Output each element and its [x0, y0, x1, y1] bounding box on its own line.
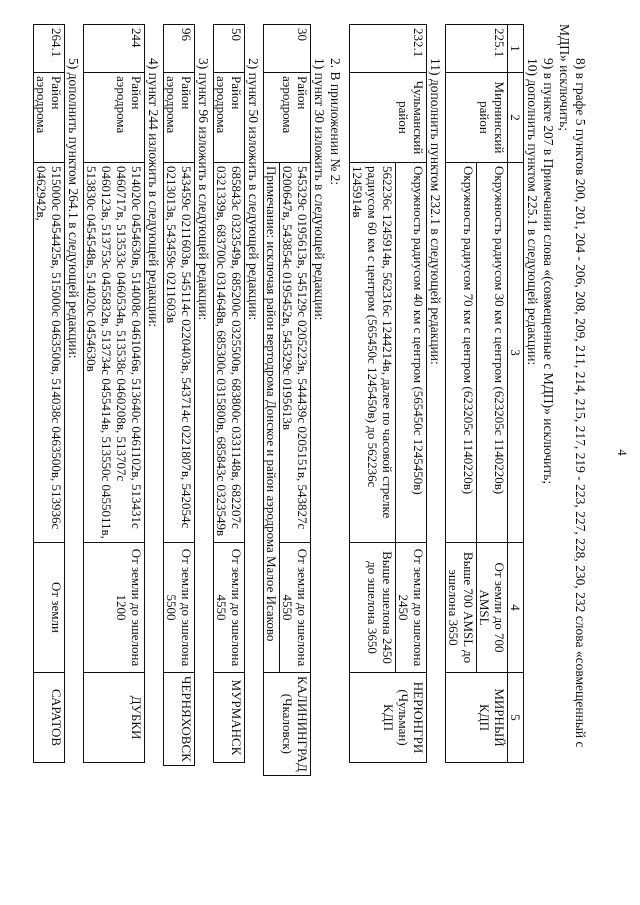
airport-name: САРАТОВ [34, 673, 65, 763]
para-10: 10) дополнить пунктом 225.1 в следующей редакции: [525, 58, 540, 366]
zone-name: Мирнинский район [446, 73, 508, 163]
zone-name: Чульманский район [350, 73, 427, 163]
boundary-text: 545329с 0195613в, 545129с 0205223в, 544439с 0205151в, 543827с 0200647в, 543854с 0195452в, 545329с 0195613в [280, 163, 311, 543]
col-4-header: 4 [508, 543, 524, 673]
table-232-1 [349, 24, 427, 763]
altitude-limits: От земли до эшелона 4550 [214, 543, 245, 673]
note-text: Примечание: исключая район вертодрома Донское и район аэродрома Малое Исаково [264, 163, 280, 673]
boundary-text: Окружность радиусом 40 км с центром (565450с 1245450в) [396, 163, 427, 543]
table-96 [163, 24, 195, 766]
boundary-text: Окружность радиусом 30 км с центром (623205с 1140220в) [477, 163, 508, 543]
subitem-4: 4) пункт 244 изложить в следующей редакции: [146, 58, 161, 328]
altitude-limits: От земли до 700 AMSL [477, 543, 508, 673]
subitem-3: 3) пункт 96 изложить в следующей редакции: [196, 58, 211, 321]
boundary-text: 514020с 0454630в, 514008с 0461046в, 513640с 0461102в, 513431с 0460717в, 513533с 0460534в, 513538с 0460208в, 513707с 0460123в, 513753с 0455832в, 513734с 0455414в, 513550с 0455011в, 513830с 0454548в, 514020с 0454630в [84, 163, 145, 543]
table-row [280, 25, 311, 776]
para-8-cont: МДП» исключить; [557, 24, 572, 131]
table-row [396, 25, 427, 763]
row-number: 232.1 [350, 25, 427, 73]
row-number: 50 [214, 25, 245, 73]
altitude-limits: Выше эшелона 2450 до эшелона 3650 [350, 543, 396, 673]
subitem-1: 1) пункт 30 изложить в следующей редакции: [312, 58, 327, 321]
para-11: 11) дополнить пунктом 232.1 в следующей редакции: [428, 58, 443, 365]
col-2-header: 2 [508, 73, 524, 163]
col-1-header: 1 [508, 25, 524, 73]
altitude-limits: От земли до эшелона 4550 [280, 543, 311, 673]
col-5-header: 5 [508, 673, 524, 763]
document-body [33, 24, 588, 864]
table-row [34, 25, 65, 763]
para-9: 9) в пункте 207 в Примечании слова «(совмещенные с МДП)» исключить; [541, 58, 556, 485]
section-2-heading: 2. В приложении № 2: [328, 58, 343, 186]
table-225-1 [445, 24, 524, 763]
zone-name: Район аэродрома [164, 73, 195, 163]
table-header-row [508, 25, 524, 763]
zone-name: Район аэродрома [214, 73, 245, 163]
table-row [214, 25, 245, 763]
boundary-text: 562236с 1245914в, 562316с 1244214в, далее по часовой стрелке радиусом 60 км с центром (565450с 1245450в) до 562236с 1245914в [350, 163, 396, 543]
boundary-text: 543459с 0211603в, 545114с 0220403в, 543714с 0221807в, 542054с 0213013в, 543459с 0211603в [164, 163, 195, 543]
table-row [164, 25, 195, 766]
table-244 [83, 24, 145, 763]
airport-name: КАЛИНИНГРАД (Чкаловск) [264, 673, 311, 776]
boundary-text: 515000с 0454425в, 515000с 0463500в, 514038с 0463500в, 513936с 0462942в, [34, 163, 65, 543]
row-number: 264.1 [34, 25, 65, 73]
airport-name: МУРМАНСК [214, 673, 245, 763]
row-number: 244 [84, 25, 145, 73]
row-number: 30 [264, 25, 311, 73]
para-8: 8) в графе 5 пунктов 200, 201, 204 - 206, 208, 209, 211, 214, 215, 217, 219 - 223, 227, 228, 230, 232 слова «совмещенный с [573, 58, 588, 748]
airport-name: МИРНЫЙ КДП [446, 673, 508, 763]
altitude-limits: От земли до эшелона 2450 [396, 543, 427, 673]
table-264-1 [33, 24, 65, 763]
subitem-2: 2) пункт 50 изложить в следующей редакции: [246, 58, 261, 321]
zone-name: Район аэродрома [84, 73, 145, 163]
row-number: 96 [164, 25, 195, 73]
subitem-5: 5) дополнить пунктом 264.1 в следующей редакции: [66, 58, 81, 359]
altitude-limits: От земли [34, 543, 65, 673]
table-row [477, 25, 508, 763]
altitude-limits: От земли до эшелона 5500 [164, 543, 195, 673]
airport-name: НЕРЮНГРИ (Чульман) КДП [350, 673, 427, 763]
boundary-text: 685843с 0323549в, 685200с 0325500в, 683800с 0331148в, 682207с 0321339в, 683700с 0314648в, 685300с 0315800в, 685843с 0323549в [214, 163, 245, 543]
col-3-header: 3 [508, 163, 524, 543]
zone-name: Район аэродрома [264, 73, 311, 163]
table-30 [263, 24, 311, 776]
altitude-limits: От земли до эшелона 1200 [84, 543, 145, 673]
airport-name: ДУБКИ [84, 673, 145, 763]
row-number: 225.1 [446, 25, 508, 73]
zone-name: Район аэродрома [34, 73, 65, 163]
table-row [84, 25, 145, 763]
boundary-text: Окружность радиусом 70 км с центром (623205с 1140220в) [446, 163, 477, 543]
altitude-limits: Выше 700 AMSL до эшелона 3650 [446, 543, 477, 673]
page-number: 4 [615, 449, 630, 456]
airport-name: ЧЕРНЯХОВСК [164, 673, 195, 766]
table-50 [213, 24, 245, 763]
